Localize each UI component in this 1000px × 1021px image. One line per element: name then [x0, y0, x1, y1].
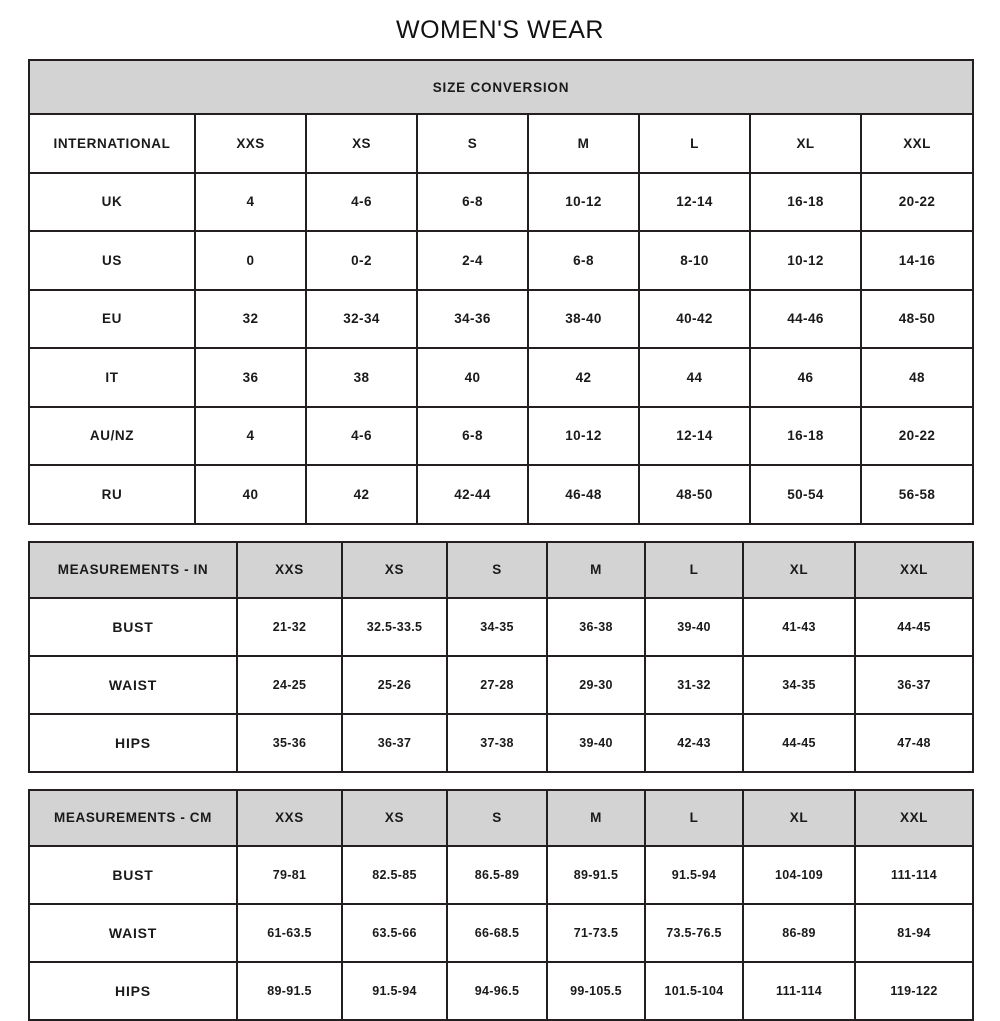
column-header-s: S [417, 114, 528, 173]
table-cell: 4 [195, 173, 306, 232]
table-cell: 36-37 [855, 656, 973, 714]
table-row [29, 290, 973, 349]
table-cell: 6-8 [528, 231, 639, 290]
table-cell: 10-12 [528, 173, 639, 232]
column-header-xs: XS [342, 542, 447, 598]
measurements-centimeters-table [28, 789, 974, 1021]
table-cell: 35-36 [237, 714, 342, 772]
table-cell: 16-18 [750, 407, 861, 466]
row-label: WAIST [29, 904, 237, 962]
table-cell: 6-8 [417, 407, 528, 466]
table-header-row [29, 542, 973, 598]
table-cell: 40 [195, 465, 306, 524]
table-cell: 4 [195, 407, 306, 466]
table-cell: 16-18 [750, 173, 861, 232]
table-cell: 111-114 [855, 846, 973, 904]
table-cell: 66-68.5 [447, 904, 547, 962]
table-cell: 40-42 [639, 290, 750, 349]
column-header-xxl: XXL [861, 114, 973, 173]
column-header-l: L [645, 542, 743, 598]
row-label: US [29, 231, 195, 290]
table-row [29, 962, 973, 1020]
table-cell: 86.5-89 [447, 846, 547, 904]
table-row [29, 846, 973, 904]
table-cell: 44-45 [855, 598, 973, 656]
column-header-xxs: XXS [237, 790, 342, 846]
table-cell: 0-2 [306, 231, 417, 290]
column-header-xs: XS [306, 114, 417, 173]
column-header-s: S [447, 790, 547, 846]
row-label: IT [29, 348, 195, 407]
table-cell: 89-91.5 [547, 846, 645, 904]
table-cell: 44-45 [743, 714, 855, 772]
table-header-row [29, 790, 973, 846]
table-cell: 20-22 [861, 407, 973, 466]
table-cell: 21-32 [237, 598, 342, 656]
column-header-international: INTERNATIONAL [29, 114, 195, 173]
table-cell: 38-40 [528, 290, 639, 349]
table-cell: 48-50 [861, 290, 973, 349]
table-cell: 34-36 [417, 290, 528, 349]
size-conversion-table [28, 59, 974, 525]
row-label: BUST [29, 598, 237, 656]
table-cell: 34-35 [743, 656, 855, 714]
table-cell: 44-46 [750, 290, 861, 349]
table-cell: 8-10 [639, 231, 750, 290]
table-cell: 12-14 [639, 173, 750, 232]
column-header-xxs: XXS [195, 114, 306, 173]
table-cell: 42 [306, 465, 417, 524]
table-cell: 0 [195, 231, 306, 290]
table-cell: 61-63.5 [237, 904, 342, 962]
table-cell: 86-89 [743, 904, 855, 962]
table-cell: 56-58 [861, 465, 973, 524]
measurements-inches-table [28, 541, 974, 773]
table-cell: 47-48 [855, 714, 973, 772]
table-cell: 25-26 [342, 656, 447, 714]
table-row [29, 904, 973, 962]
table-cell: 46 [750, 348, 861, 407]
table-cell: 44 [639, 348, 750, 407]
table-cell: 24-25 [237, 656, 342, 714]
table-cell: 6-8 [417, 173, 528, 232]
table-cell: 79-81 [237, 846, 342, 904]
column-header-xxl: XXL [855, 790, 973, 846]
table-cell: 42 [528, 348, 639, 407]
table-cell: 48-50 [639, 465, 750, 524]
column-header-xl: XL [750, 114, 861, 173]
table-cell: 31-32 [645, 656, 743, 714]
table-cell: 12-14 [639, 407, 750, 466]
column-header-m: M [547, 542, 645, 598]
table-cell: 37-38 [447, 714, 547, 772]
row-label: AU/NZ [29, 407, 195, 466]
column-header-xl: XL [743, 790, 855, 846]
table-cell: 32 [195, 290, 306, 349]
table-row [29, 407, 973, 466]
table-cell: 4-6 [306, 173, 417, 232]
table-row [29, 173, 973, 232]
table-cell: 111-114 [743, 962, 855, 1020]
column-header-measurements-cm: MEASUREMENTS - CM [29, 790, 237, 846]
table-cell: 2-4 [417, 231, 528, 290]
table-cell: 39-40 [645, 598, 743, 656]
table-cell: 71-73.5 [547, 904, 645, 962]
column-header-s: S [447, 542, 547, 598]
row-label: EU [29, 290, 195, 349]
table-cell: 36 [195, 348, 306, 407]
row-label: RU [29, 465, 195, 524]
table-banner-row [29, 60, 973, 114]
table-cell: 42-44 [417, 465, 528, 524]
table-cell: 36-37 [342, 714, 447, 772]
size-conversion-banner: SIZE CONVERSION [29, 60, 973, 114]
table-cell: 50-54 [750, 465, 861, 524]
table-header-row [29, 114, 973, 173]
row-label: UK [29, 173, 195, 232]
column-header-m: M [547, 790, 645, 846]
table-cell: 94-96.5 [447, 962, 547, 1020]
table-cell: 36-38 [547, 598, 645, 656]
table-cell: 63.5-66 [342, 904, 447, 962]
column-header-l: L [645, 790, 743, 846]
table-cell: 38 [306, 348, 417, 407]
table-cell: 20-22 [861, 173, 973, 232]
column-header-l: L [639, 114, 750, 173]
table-cell: 40 [417, 348, 528, 407]
table-cell: 104-109 [743, 846, 855, 904]
table-row [29, 231, 973, 290]
table-cell: 73.5-76.5 [645, 904, 743, 962]
table-cell: 39-40 [547, 714, 645, 772]
row-label: HIPS [29, 962, 237, 1020]
table-cell: 42-43 [645, 714, 743, 772]
column-header-measurements-in: MEASUREMENTS - IN [29, 542, 237, 598]
table-cell: 29-30 [547, 656, 645, 714]
table-row [29, 656, 973, 714]
row-label: BUST [29, 846, 237, 904]
column-header-xl: XL [743, 542, 855, 598]
column-header-m: M [528, 114, 639, 173]
row-label: WAIST [29, 656, 237, 714]
table-cell: 10-12 [528, 407, 639, 466]
table-cell: 34-35 [447, 598, 547, 656]
table-cell: 91.5-94 [645, 846, 743, 904]
table-cell: 46-48 [528, 465, 639, 524]
table-row [29, 348, 973, 407]
table-cell: 81-94 [855, 904, 973, 962]
table-cell: 89-91.5 [237, 962, 342, 1020]
table-cell: 32-34 [306, 290, 417, 349]
table-row [29, 714, 973, 772]
table-cell: 99-105.5 [547, 962, 645, 1020]
table-cell: 41-43 [743, 598, 855, 656]
table-row [29, 465, 973, 524]
page-title: WOMEN'S WEAR [396, 16, 604, 44]
table-row [29, 598, 973, 656]
table-cell: 119-122 [855, 962, 973, 1020]
table-cell: 14-16 [861, 231, 973, 290]
table-cell: 82.5-85 [342, 846, 447, 904]
table-cell: 91.5-94 [342, 962, 447, 1020]
table-cell: 48 [861, 348, 973, 407]
table-cell: 27-28 [447, 656, 547, 714]
column-header-xxl: XXL [855, 542, 973, 598]
table-cell: 101.5-104 [645, 962, 743, 1020]
table-cell: 10-12 [750, 231, 861, 290]
column-header-xxs: XXS [237, 542, 342, 598]
table-cell: 32.5-33.5 [342, 598, 447, 656]
column-header-xs: XS [342, 790, 447, 846]
row-label: HIPS [29, 714, 237, 772]
table-cell: 4-6 [306, 407, 417, 466]
